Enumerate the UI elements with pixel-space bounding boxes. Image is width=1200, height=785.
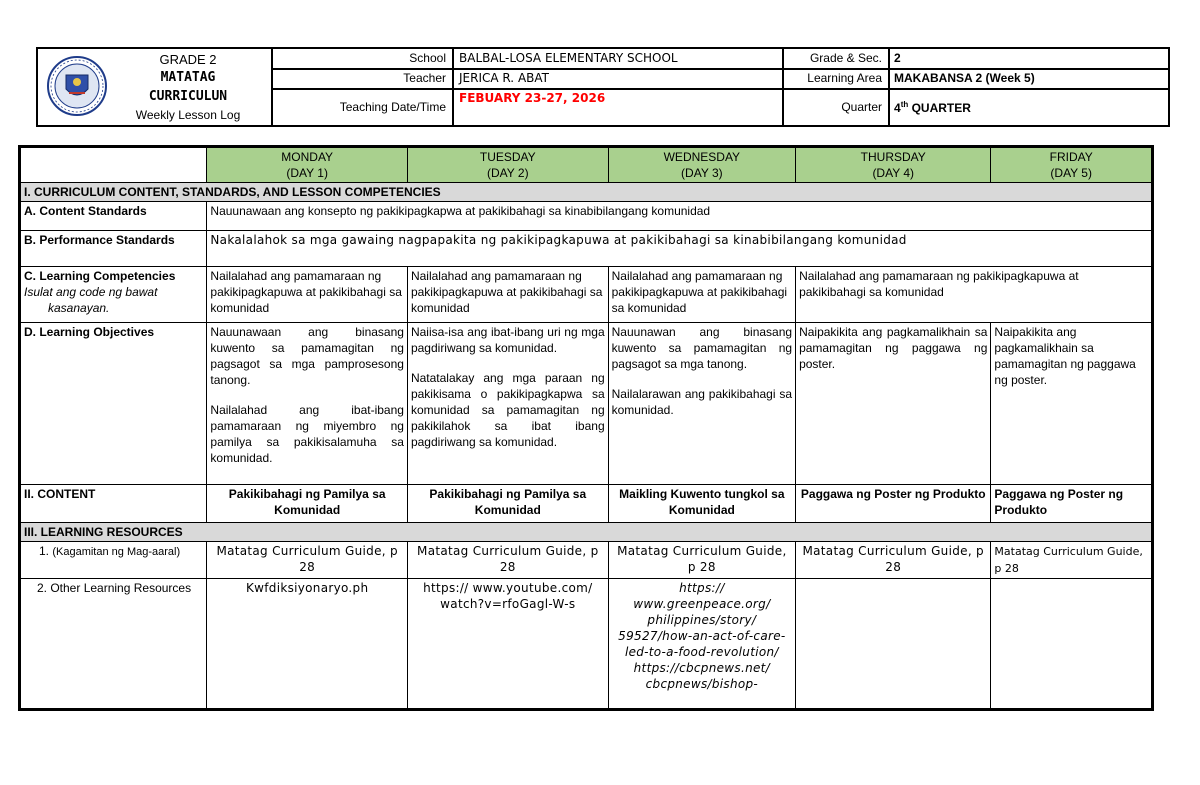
objective-tuesday [407,323,608,485]
section-3-title: III. LEARNING RESOURCES [20,523,1153,542]
resource-1-label-cell [20,542,207,579]
competencies-label: C. Learning Competencies [24,269,176,283]
day-name: WEDNESDAY [663,150,741,164]
grade-sec-label: Grade & Sec. [809,51,882,65]
objective-friday: Naipakikita ang pagkamalikhain sa pamamagitan ng paggawa ng poster. [991,323,1153,485]
school-label: School [409,51,446,65]
performance-standards-label: B. Performance Standards [20,231,207,267]
date-label: Teaching Date/Time [339,100,446,114]
log-title: Weekly Lesson Log [135,108,241,122]
day-num: (DAY 4) [872,166,915,180]
resource-2-thursday [796,579,991,710]
resource-1-num: 1. [39,544,53,558]
content-row [20,485,1153,523]
quarter-label: Quarter [841,100,882,114]
objective-tuesday-1: Naiisa-isa ang ibat-ibang uri ng mga pagdiriwang sa komunidad. [410,325,605,355]
resource-1-label: (Kagamitan ng Mag-aaral) [52,546,181,558]
objectives-label: D. Learning Objectives [20,323,207,485]
teacher-label: Teacher [403,71,446,85]
header-divider [782,49,784,125]
grade-label: GRADE 2 [159,52,217,67]
objective-monday-1: Nauunawaan ang binasang kuwento sa pamamagitan ng pagsagot sa mga pamprosesong tanong. [210,325,404,387]
resource-1-thursday: Matatag Curriculum Guide, p 28 [796,542,991,579]
learning-area-value: MAKABANSA 2 (Week 5) [894,71,1035,85]
resource-1-friday: Matatag Curriculum Guide, p 28 [991,542,1153,579]
section-row [20,183,1153,202]
objectives-row [20,323,1153,485]
resource-2-label: 2. Other Learning Resources [20,579,207,710]
competencies-row [20,267,1153,323]
day-name: MONDAY [281,150,334,164]
learning-area-label: Learning Area [807,71,882,85]
day-header-thursday [796,147,991,183]
header-divider [271,49,273,125]
deped-seal-icon [46,55,108,117]
performance-standards-row [20,231,1153,267]
resource-2-friday [991,579,1153,710]
day-num: (DAY 3) [681,166,723,180]
grade-sec-value: 2 [894,51,901,65]
header-divider [888,49,890,125]
header-divider [452,49,454,125]
resource-2-wednesday [608,579,795,710]
day-header-wednesday [608,147,795,183]
resource-1-tuesday: Matatag Curriculum Guide, p 28 [407,542,608,579]
day-header-row [20,147,1153,183]
quarter-value [894,100,971,115]
quarter-sup: th [900,100,909,109]
teacher-value: JERICA R. ABAT [459,71,549,85]
day-name: FRIDAY [1049,150,1093,164]
objective-wednesday [608,323,795,485]
header-divider [271,68,1168,70]
objective-wednesday-1: Nauunawan ang binasang kuwento sa pamamagitan ng pagsagot sa mga tanong. [611,325,793,371]
day-name: TUESDAY [479,150,536,164]
objective-monday [207,323,408,485]
competency-thursday-friday: Nailalahad ang pamamaraan ng pakikipagkapuwa at pakikibahagi sa komunidad [796,267,1153,323]
competencies-sub2: kasanayan. [48,301,110,315]
day-header-tuesday [407,147,608,183]
resource-2-tuesday: https:// www.youtube.com/ watch?v=rfoGagl-W-s [407,579,608,710]
content-thursday: Paggawa ng Poster ng Produkto [796,485,991,523]
lesson-log-table [18,145,1154,711]
day-num: (DAY 1) [286,166,328,180]
objective-tuesday-2: Natatalakay ang mga paraan ng pakikisama o pakikipagkapwa sa komunidad sa pamamagitan ng pakikilahok sa ibat ibang pagdiriwang sa komunidad. [410,371,605,449]
content-wednesday: Maikling Kuwento tungkol sa Komunidad [608,485,795,523]
school-value: BALBAL-LOSA ELEMENTARY SCHOOL [459,51,678,65]
resource-1-wednesday: Matatag Curriculum Guide, p 28 [608,542,795,579]
competencies-label-cell [20,267,207,323]
content-monday: Pakikibahagi ng Pamilya sa Komunidad [207,485,408,523]
content-standards-text: Nauunawaan ang konsepto ng pakikipagkapwa at pakikibahagi sa kinabibilangang komunidad [207,202,1153,231]
content-standards-row [20,202,1153,231]
objective-thursday: Naipakikita ang pagkamalikhain sa pamamagitan ng paggawa ng poster. [796,323,991,485]
section-1-title: I. CURRICULUM CONTENT, STANDARDS, AND LESSON COMPETENCIES [20,183,1153,202]
resource-1-row [20,542,1153,579]
content-tuesday: Pakikibahagi ng Pamilya sa Komunidad [407,485,608,523]
objective-monday-2: Nailalahad ang ibat-ibang pamamaraan ng miyembro ng pamilya sa pakikisalamuha sa komunidad. [210,403,404,465]
competency-wednesday: Nailalahad ang pamamaraan ng pakikipagkapuwa at pakikibahagi sa komunidad [608,267,795,323]
day-header-monday [207,147,408,183]
content-friday: Paggawa ng Poster ng Produkto [991,485,1153,523]
day-header-friday [991,147,1153,183]
resource-2-row [20,579,1153,710]
corner-cell [20,147,207,183]
date-value: FEBUARY 23-27, 2026 [459,91,606,105]
competency-tuesday: Nailalahad ang pamamaraan ng pakikipagkapuwa at pakikibahagi sa komunidad [407,267,608,323]
quarter-rest: QUARTER [908,101,971,115]
competency-monday: Nailalahad ang pamamaraan ng pakikipagkapuwa at pakikibahagi sa komunidad [207,267,408,323]
content-standards-label: A. Content Standards [20,202,207,231]
performance-standards-text: Nakalalahok sa mga gawaing nagpapakita ng pakikipagkapuwa at pakikibahagi sa kinabibilangang komunidad [207,231,1153,267]
day-num: (DAY 5) [1050,166,1092,180]
day-name: THURSDAY [860,150,926,164]
resource-2-wednesday-text: https:// www.greenpeace.org/ philippines/story/ 59527/how-an-act-of-care-led-to-a-food-revolution/ https://cbcpnews.net/ cbcpnews/bishop- [618,581,786,691]
competencies-sub1: Isulat ang code ng bawat [24,285,158,299]
resource-2-monday: Kwfdiksiyonaryo.ph [207,579,408,710]
content-label: II. CONTENT [20,485,207,523]
section-row [20,523,1153,542]
objective-wednesday-2: Nailalarawan ang pakikibahagi sa komunidad. [611,387,793,417]
quarter-num: 4 [894,101,901,115]
resource-1-monday: Matatag Curriculum Guide, p 28 [207,542,408,579]
header-divider [271,88,1168,90]
curriculum-line1: MATATAG [160,70,216,85]
day-num: (DAY 2) [487,166,529,180]
header-block [36,47,1170,127]
curriculum-line2: CURRICULUN [148,89,228,104]
